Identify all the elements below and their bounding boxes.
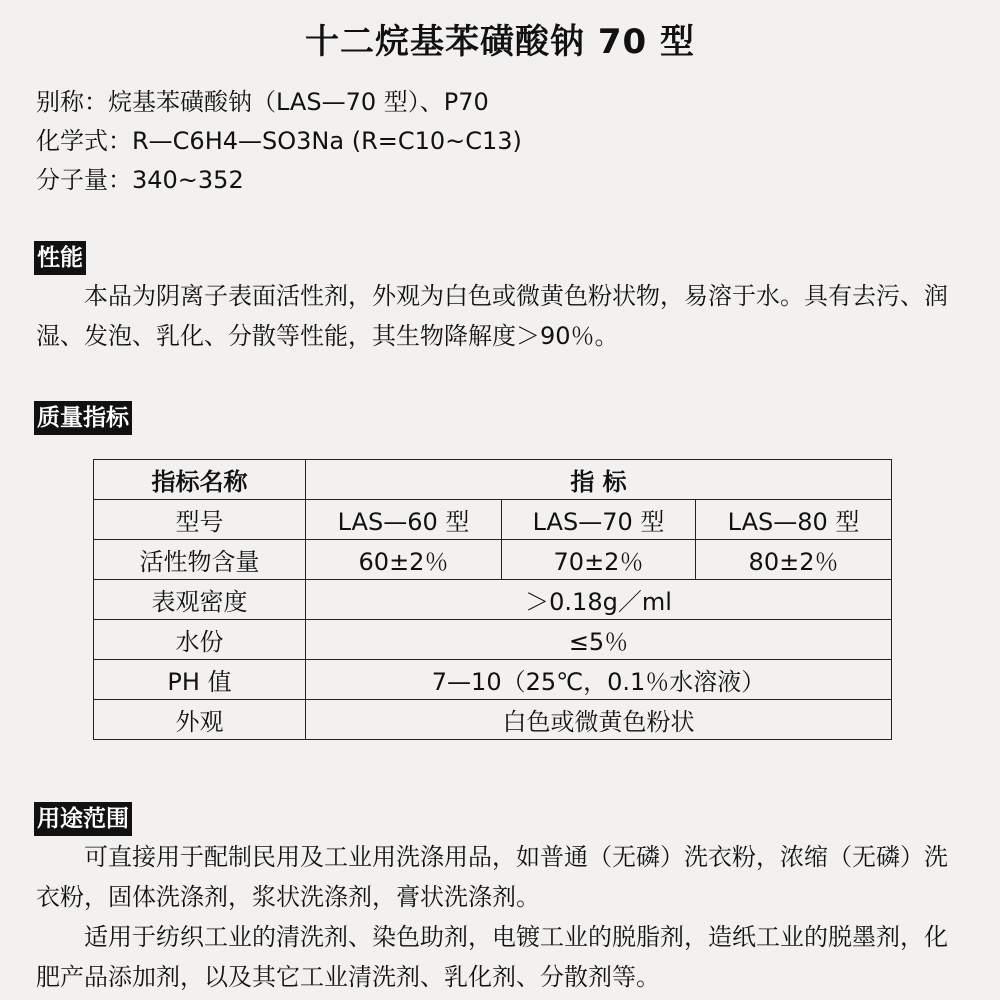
row-value: 70±2％ — [502, 540, 696, 580]
usage-paragraphs — [36, 837, 971, 997]
row-label: 活性物含量 — [94, 540, 306, 580]
row-value: ＞0.18g／ml — [306, 580, 892, 620]
table-row — [94, 540, 892, 580]
header-index-cell: 指 标 — [306, 460, 892, 500]
row-value: 7—10（25℃，0.1％水溶液） — [306, 660, 892, 700]
header-name-cell: 指标名称 — [94, 460, 306, 500]
row-value: LAS—80 型 — [696, 500, 892, 540]
table-row — [94, 580, 892, 620]
row-value: LAS—70 型 — [502, 500, 696, 540]
weight-line: 分子量：340~352 — [36, 166, 244, 194]
table-row — [94, 700, 892, 740]
properties-text: 本品为阴离子表面活性剂，外观为白色或微黄色粉状物，易溶于水。具有去污、润湿、发泡、乳化、分散等性能，其生物降解度＞90％。 — [36, 282, 948, 350]
row-label: 型号 — [94, 500, 306, 540]
row-label: 水份 — [94, 620, 306, 660]
row-value: 60±2％ — [306, 540, 502, 580]
formula-line: 化学式：R—C6H4—SO3Na (R=C10~C13) — [36, 127, 522, 155]
usage-text-1: 可直接用于配制民用及工业用洗涤用品，如普通（无磷）洗衣粉，浓缩（无磷）洗衣粉，固体洗涤剂，浆状洗涤剂，膏状洗涤剂。 — [36, 843, 948, 911]
usage-text-2: 适用于纺织工业的清洗剂、染色助剂，电镀工业的脱脂剂，造纸工业的脱墨剂，化肥产品添加剂，以及其它工业清洗剂、乳化剂、分散剂等。 — [36, 923, 948, 991]
row-value: LAS—60 型 — [306, 500, 502, 540]
table-header-row — [94, 460, 892, 500]
page-title: 十二烷基苯磺酸钠 70 型 — [305, 22, 695, 62]
row-label: 外观 — [94, 700, 306, 740]
row-value: 白色或微黄色粉状 — [306, 700, 892, 740]
row-label: PH 值 — [94, 660, 306, 700]
table-row — [94, 500, 892, 540]
row-label: 表观密度 — [94, 580, 306, 620]
row-value: 80±2％ — [696, 540, 892, 580]
table-row — [94, 620, 892, 660]
alias-line: 别称：烷基苯磺酸钠（LAS—70 型）、P70 — [36, 88, 489, 116]
quality-table — [93, 459, 892, 740]
table-row — [94, 660, 892, 700]
row-value: ≤5％ — [306, 620, 892, 660]
properties-heading: 性能 — [34, 241, 86, 275]
properties-paragraph — [36, 276, 971, 356]
usage-heading: 用途范围 — [34, 802, 132, 836]
quality-heading: 质量指标 — [34, 401, 132, 435]
